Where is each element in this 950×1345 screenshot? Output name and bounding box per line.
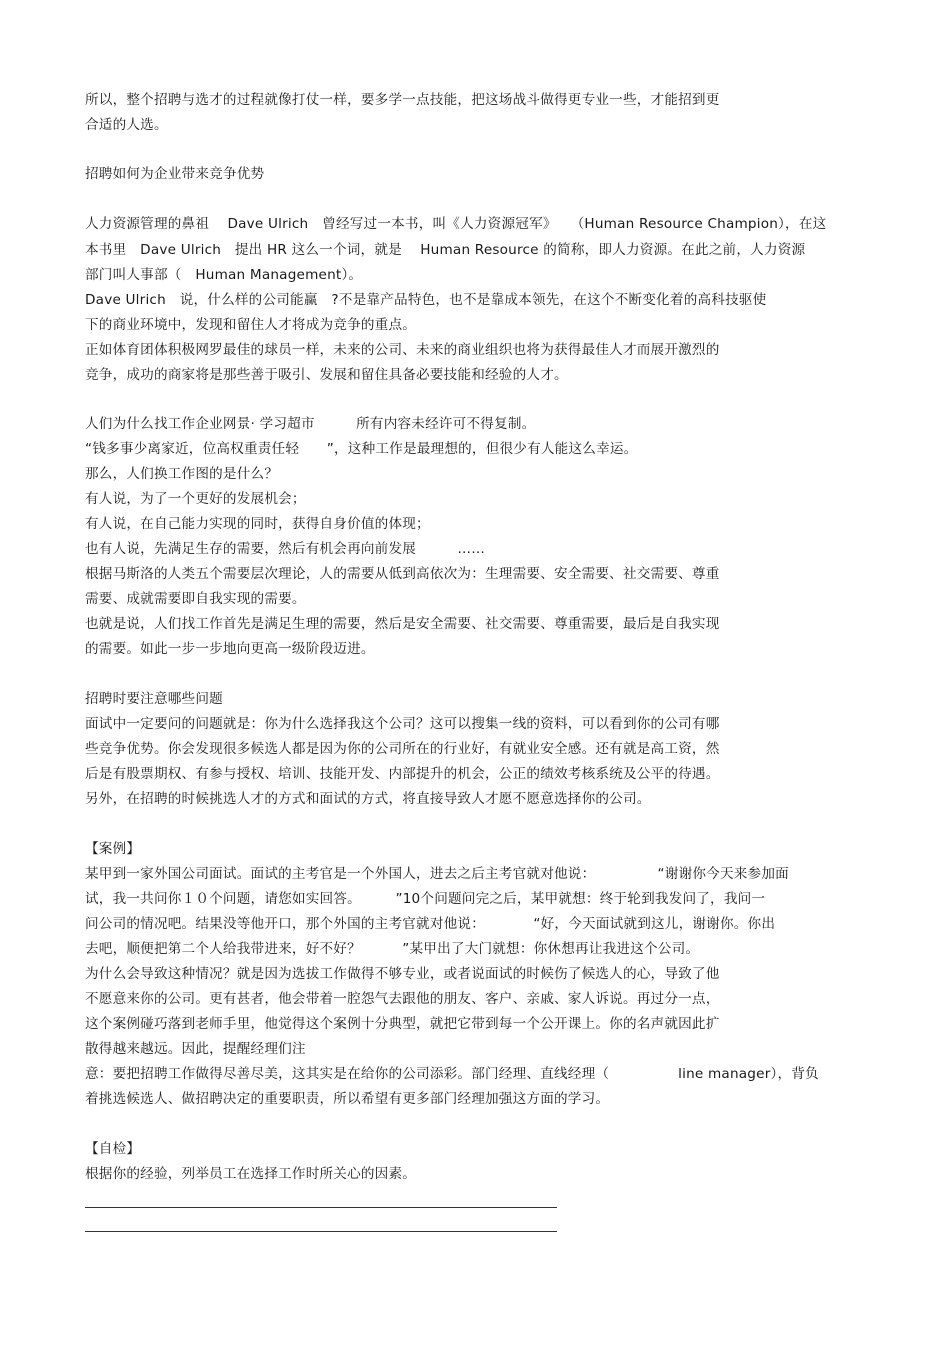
text-line: 面试中一定要问的问题就是：你为什么选择我这个公司？这可以搜集一线的资料，可以看到你的公司有哪 — [85, 716, 720, 732]
text-line: 另外，在招聘的时候挑选人才的方式和面试的方式，将直接导致人才愿不愿意选择你的公司。 — [85, 791, 651, 807]
text-line: 有人说，在自己能力实现的同时，获得自身价值的体现； — [85, 516, 430, 532]
text-line: 竞争，成功的商家将是那些善于吸引、发展和留住具备必要技能和经验的人才。 — [85, 367, 568, 383]
text-line: 本书里 Dave Ulrich 提出 HR 这么一个词，就是 Human Resource 的简称，即人力资源。在此之前，人力资源 — [85, 242, 806, 258]
text-line: 正如体育团体积极网罗最佳的球员一样，未来的公司、未来的商业组织也将为获得最佳人才而展开激烈的 — [85, 342, 720, 358]
text-line: 也就是说，人们找工作首先是满足生理的需要，然后是安全需要、社交需要、尊重需要，最后是自我实现 — [85, 616, 720, 632]
text-line: 着挑选候选人、做招聘决定的重要职责，所以希望有更多部门经理加强这方面的学习。 — [85, 1091, 610, 1107]
text-line: 人力资源管理的鼻祖 Dave Ulrich 曾经写过一本书，叫《人力资源冠军》 （Human Resource Champion），在这 — [85, 216, 827, 232]
text-line: 为什么会导致这种情况？就是因为选拔工作做得不够专业，或者说面试的时候伤了候选人的心，导致了他 — [85, 966, 720, 982]
text-line: 试，我一共问你１０个问题，请您如实回答。 ”10个问题问完之后，某甲就想：终于轮到我发问了，我问一 — [85, 891, 766, 907]
text-line: 某甲到一家外国公司面试。面试的主考官是一个外国人，进去之后主考官就对他说： “谢谢你今天来参加面 — [85, 866, 789, 882]
text-line: 下的商业环境中，发现和留住人才将成为竞争的重点。 — [85, 317, 417, 333]
text-line: 所以，整个招聘与选才的过程就像打仗一样，要多学一点技能，把这场战斗做得更专业一些，才能招到更 — [85, 92, 720, 108]
text-line: 的需要。如此一步一步地向更高一级阶段迈进。 — [85, 641, 375, 657]
text-line: 后是有股票期权、有参与授权、培训、技能开发、内部提升的机会，公正的绩效考核系统及公平的待遇。 — [85, 766, 720, 782]
section-heading: 招聘时要注意哪些问题 — [85, 691, 223, 707]
text-line: Dave Ulrich 说，什么样的公司能赢 ?不是靠产品特色，也不是靠成本领先，在这个不断变化着的高科技驱使 — [85, 292, 767, 308]
section-heading: 【自检】 — [85, 1141, 141, 1157]
text-line: 部门叫人事部（ Human Management）。 — [85, 267, 363, 283]
section-heading: 【案例】 — [85, 841, 141, 857]
text-line: 问公司的情况吧。结果没等他开口，那个外国的主考官就对他说： “好，今天面试就到这儿，谢谢你。你出 — [85, 916, 776, 932]
answer-line — [85, 1207, 557, 1208]
text-line: 去吧，顺便把第二个人给我带进来，好不好？ ”某甲出了大门就想：你休想再让我进这个公司。 — [85, 941, 700, 957]
text-line: 散得越来越远。因此，提醒经理们注 — [85, 1041, 306, 1057]
text-line: 不愿意来你的公司。更有甚者，他会带着一腔怨气去跟他的朋友、客户、亲戚、家人诉说。再过分一点， — [85, 991, 720, 1007]
text-line: 有人说，为了一个更好的发展机会； — [85, 491, 306, 507]
text-line: 也有人说，先满足生存的需要，然后有机会再向前发展 …… — [85, 541, 486, 557]
text-line: 这个案例碰巧落到老师手里，他觉得这个案例十分典型，就把它带到每一个公开课上。你的名声就因此扩 — [85, 1016, 720, 1032]
text-line: 根据马斯洛的人类五个需要层次理论，人的需要从低到高依次为：生理需要、安全需要、社交需要、尊重 — [85, 566, 720, 582]
text-line: 意：要把招聘工作做得尽善尽美，这其实是在给你的公司添彩。部门经理、直线经理（ line manager），背负 — [85, 1066, 819, 1082]
text-line: 些竞争优势。你会发现很多候选人都是因为你的公司所在的行业好，有就业安全感。还有就是高工资，然 — [85, 741, 720, 757]
text-line: 需要、成就需要即自我实现的需要。 — [85, 591, 306, 607]
text-line: 那么，人们换工作图的是什么？ — [85, 466, 279, 482]
text-line: 根据你的经验，列举员工在选择工作时所关心的因素。 — [85, 1166, 417, 1182]
text-line: “钱多事少离家近，位高权重责任轻 ”，这种工作是最理想的，但很少有人能这么幸运。 — [85, 441, 638, 457]
text-line: 合适的人选。 — [85, 117, 168, 133]
section-heading: 招聘如何为企业带来竞争优势 — [85, 166, 265, 182]
section-heading: 人们为什么找工作企业网景· 学习超市 所有内容未经许可不得复制。 — [85, 416, 536, 432]
answer-line — [85, 1231, 557, 1232]
